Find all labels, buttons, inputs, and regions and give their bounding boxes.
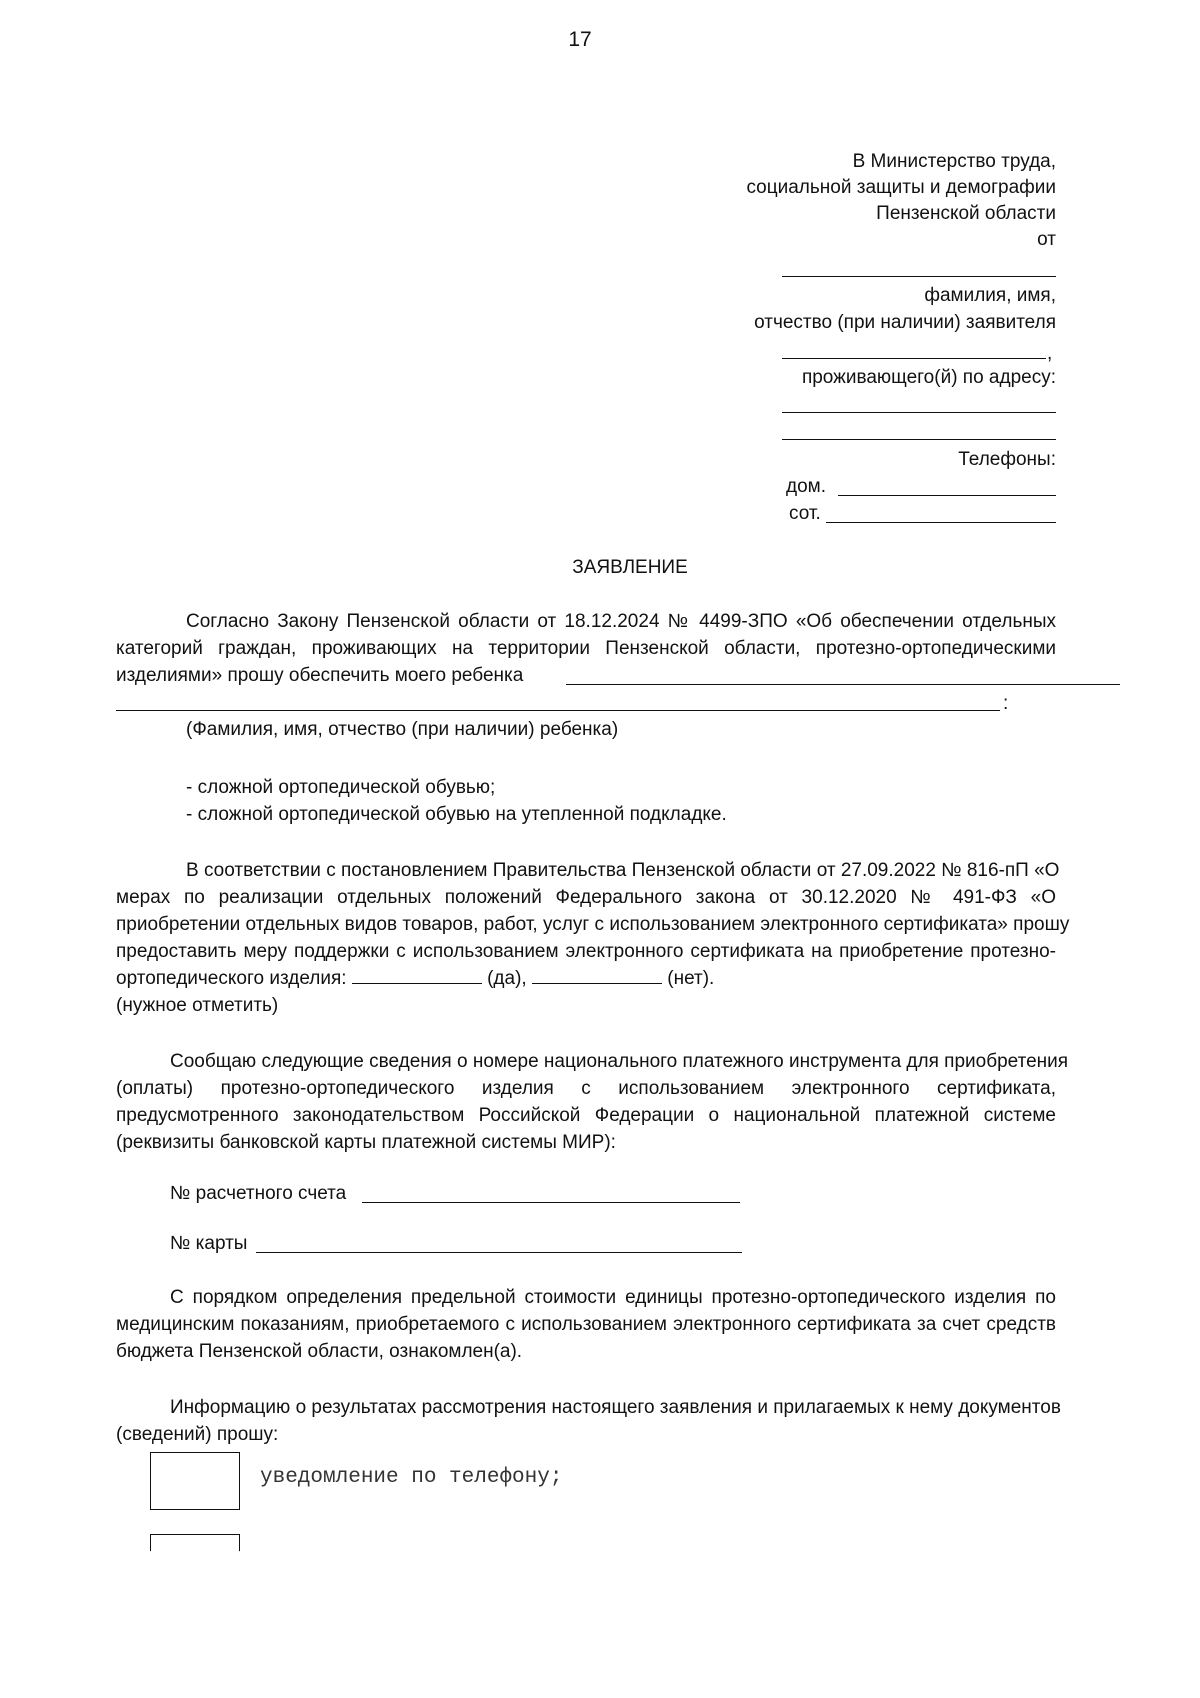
para5-line-1: Информацию о результатах рассмотрения настоящего заявления и прилагаемых к нему документов (170, 1397, 1061, 1418)
card-label: № карты (170, 1233, 248, 1254)
phone-notification-label: уведомление по телефону; (260, 1466, 563, 1489)
para1-line-1: Согласно Закону Пензенской области от 18.12.2024 № 4499-ЗПО «Об обеспечении отдельных (186, 611, 1056, 632)
applicant-name-caption-1: фамилия, имя, (924, 285, 1056, 306)
from-label: от (1037, 229, 1056, 250)
phones-caption: Телефоны: (958, 449, 1056, 470)
applicant-name-field-2[interactable] (782, 358, 1046, 359)
para2-line-1: В соответствии с постановлением Правительства Пензенской области от 27.09.2022 № 816-пП «О (186, 860, 1060, 881)
addressee-line-3: Пензенской области (876, 203, 1056, 224)
para4-line-3: бюджета Пензенской области, ознакомлен(а). (116, 1341, 523, 1362)
address-caption: проживающего(й) по адресу: (801, 367, 1056, 388)
comma-mark: , (1047, 343, 1053, 364)
address-field-2[interactable] (782, 439, 1056, 440)
next-option-checkbox[interactable] (150, 1534, 240, 1591)
yes-label: (да), (487, 968, 527, 989)
page-number: 17 (568, 28, 592, 51)
mark-note: (нужное отметить) (116, 995, 279, 1016)
para4-line-1: С порядком определения предельной стоимости единицы протезно-ортопедического изделия по (170, 1287, 1056, 1308)
child-name-field-2[interactable] (116, 710, 1000, 711)
para2-line-5 (116, 965, 714, 992)
para3-line-3: предусмотренного законодательством Российской Федерации о национальной платежной системе (116, 1105, 1056, 1126)
para1-colon: : (1003, 693, 1009, 714)
child-name-caption: (Фамилия, имя, отчество (при наличии) ребенка) (186, 719, 619, 740)
document-title: ЗАЯВЛЕНИЕ (572, 557, 688, 578)
child-name-field-1[interactable] (566, 684, 1120, 685)
card-number-field[interactable] (256, 1252, 742, 1253)
applicant-name-caption-2: отчество (при наличии) заявителя (754, 312, 1056, 333)
no-mark-field[interactable] (532, 967, 662, 984)
address-field-1[interactable] (782, 412, 1056, 413)
account-label: № расчетного счета (170, 1183, 347, 1204)
applicant-name-field[interactable] (782, 276, 1056, 277)
home-phone-field[interactable] (838, 495, 1056, 496)
para3-line-1: Сообщаю следующие сведения о номере национального платежного инструмента для приобретения (170, 1051, 1069, 1072)
para2-line-2: мерах по реализации отдельных положений Федерального закона от 30.12.2020 № 491-ФЗ «О (116, 887, 1056, 908)
phone-notification-checkbox[interactable] (150, 1452, 240, 1510)
para3-line-2: (оплаты) протезно-ортопедического изделия с использованием электронного сертификата, (116, 1078, 1056, 1099)
para3-line-4: (реквизиты банковской карты платежной системы МИР): (116, 1132, 616, 1153)
para2-line-4: предоставить меру поддержки с использованием электронного сертификата на приобретение протезно- (116, 941, 1056, 962)
mobile-phone-label: сот. (789, 503, 821, 524)
para1-line-2: категорий граждан, проживающих на территории Пензенской области, протезно-ортопедическими (116, 638, 1056, 659)
addressee-line-2: социальной защиты и демографии (746, 177, 1056, 198)
home-phone-label: дом. (786, 476, 826, 497)
device-label: ортопедического изделия: (116, 968, 347, 989)
para1-line-3: изделиями» прошу обеспечить моего ребенка (116, 665, 524, 686)
addressee-line-1: В Министерство труда, (852, 151, 1056, 172)
para2-line-3: приобретении отдельных видов товаров, работ, услуг с использованием электронного сертификата» прошу (116, 914, 1070, 935)
no-label: (нет). (667, 968, 715, 989)
para5-line-2: (сведений) прошу: (116, 1424, 279, 1445)
list-item: - сложной ортопедической обувью; (186, 777, 496, 798)
mobile-phone-field[interactable] (826, 522, 1056, 523)
list-item: - сложной ортопедической обувью на утепленной подкладке. (186, 804, 727, 825)
para4-line-2: медицинским показаниям, приобретаемого с использованием электронного сертификата за счет средств (116, 1314, 1056, 1335)
yes-mark-field[interactable] (352, 967, 482, 984)
account-number-field[interactable] (362, 1202, 740, 1203)
